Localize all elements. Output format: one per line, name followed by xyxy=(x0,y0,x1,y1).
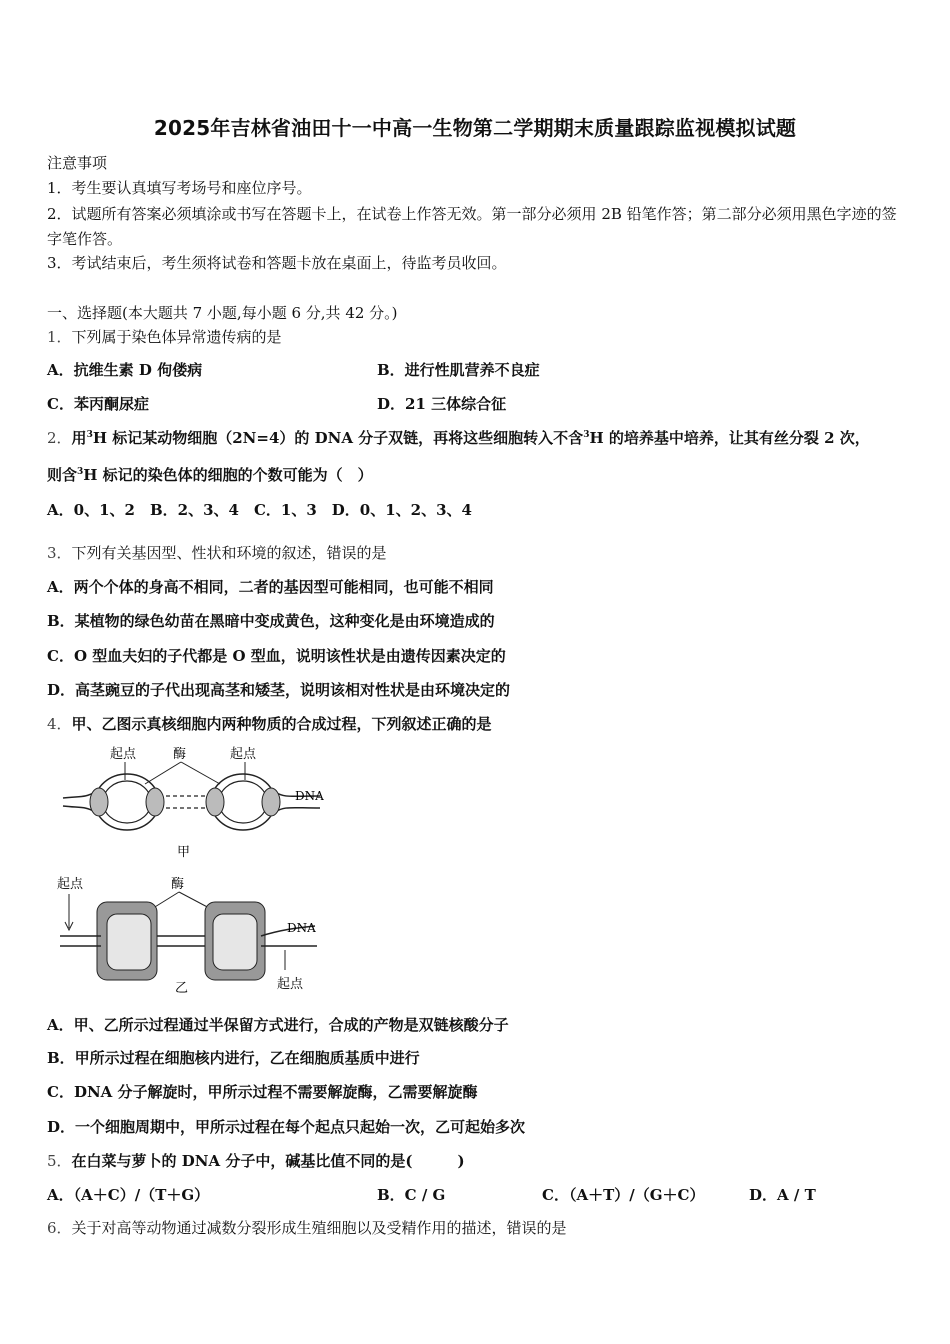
question-1-options-row-1 xyxy=(47,359,907,381)
question-3-stem xyxy=(47,542,387,564)
option-b: B．C / G xyxy=(377,1186,446,1204)
question-text: 下列有关基因型、性状和环境的叙述，错误的是 xyxy=(71,544,387,562)
question-2-stem-line-2: 则含$^3$H 标记的染色体的细胞的个数可能为（ ） xyxy=(47,466,373,484)
figure-label-jia: 甲 xyxy=(177,845,191,860)
question-number: 2． xyxy=(47,429,72,447)
question-number: 6． xyxy=(47,1219,72,1237)
question-number: 4． xyxy=(47,715,72,733)
option-a: A．（A＋C）/（T＋G） xyxy=(47,1186,210,1204)
question-1-stem xyxy=(47,326,282,348)
question-text: 甲、乙图示真核细胞内两种物质的合成过程，下列叙述正确的是 xyxy=(71,715,492,733)
question-3-option-c: C．O 型血夫妇的子代都是 O 型血，说明该性状是由遗传因素决定的 xyxy=(47,647,506,665)
figure-label-dna: DNA xyxy=(295,789,324,803)
option-c: C．苯丙酮尿症 xyxy=(47,395,149,413)
question-2-options: A．0、1、2 B．2、3、4 C．1、3 D．0、1、2、3、4 xyxy=(47,501,472,519)
notice-heading: 注意事项 xyxy=(47,154,108,172)
question-text: 关于对高等动物通过减数分裂形成生殖细胞以及受精作用的描述，错误的是 xyxy=(71,1219,567,1237)
figure-label-dna: DNA xyxy=(287,921,316,935)
question-5-stem xyxy=(47,1150,465,1172)
notice-item-3: 3．考试结束后，考生须将试卷和答题卡放在桌面上，待监考员收回。 xyxy=(47,254,507,272)
option-d: D．A / T xyxy=(749,1186,816,1204)
question-text: 在白菜与萝卜的 DNA 分子中，碱基比值不同的是( ) xyxy=(71,1152,465,1170)
question-4-stem xyxy=(47,713,492,735)
option-d: D．21 三体综合征 xyxy=(377,395,507,413)
question-3-option-a: A．两个个体的身高不相同，二者的基因型可能相同，也可能不相同 xyxy=(47,578,494,596)
figure-label-origin: 起点 xyxy=(277,977,304,992)
question-4-option-a: A．甲、乙所示过程通过半保留方式进行，合成的产物是双链核酸分子 xyxy=(47,1016,509,1034)
option-a: A．抗维生素 D 佝偻病 xyxy=(47,361,203,379)
section-heading: 一、选择题(本大题共 7 小题,每小题 6 分,共 42 分。) xyxy=(47,304,398,322)
question-number: 3． xyxy=(47,544,72,562)
question-number: 5． xyxy=(47,1152,72,1170)
question-4-option-c: C．DNA 分子解旋时，甲所示过程不需要解旋酶，乙需要解旋酶 xyxy=(47,1083,478,1101)
option-c: C．（A＋T）/（G＋C） xyxy=(542,1186,705,1204)
question-1-options-row-2 xyxy=(47,393,907,415)
question-number: 1． xyxy=(47,328,72,346)
notice-item-2: 2．试题所有答案必须填涂或书写在答题卡上，在试卷上作答无效。第一部分必须用 2B 铅笔作答；第二部分必须用黑色字迹的签字笔作答。 xyxy=(47,205,897,248)
figure-label-enzyme: 酶 xyxy=(173,747,187,762)
question-4-option-b: B．甲所示过程在细胞核内进行，乙在细胞质基质中进行 xyxy=(47,1049,420,1067)
question-6-stem xyxy=(47,1217,567,1239)
page-title: 2025年吉林省油田十一中高一生物第二学期期末质量跟踪监视模拟试题 xyxy=(153,116,797,140)
question-2-stem-line-1: 2．用$^3$H 标记某动物细胞（2N=4）的 DNA 分子双链，再将这些细胞转入不含$^3$H 的培养基中培养，让其有丝分裂 2 次， xyxy=(47,429,870,447)
notice-item-1: 1．考生要认真填写考场号和座位序号。 xyxy=(47,179,312,197)
figure-label-origin: 起点 xyxy=(57,877,84,892)
figure-label-origin: 起点 xyxy=(110,747,137,762)
figure-label-origin: 起点 xyxy=(230,747,257,762)
question-3-option-d: D．高茎豌豆的子代出现高茎和矮茎，说明该相对性状是由环境决定的 xyxy=(47,681,511,699)
figure-label-enzyme: 酶 xyxy=(171,877,185,892)
question-5-options xyxy=(47,1184,907,1206)
option-b: B．进行性肌营养不良症 xyxy=(377,361,540,379)
question-4-option-d: D．一个细胞周期中，甲所示过程在每个起点只起始一次，乙可起始多次 xyxy=(47,1118,526,1136)
question-3-option-b: B．某植物的绿色幼苗在黑暗中变成黄色，这种变化是由环境造成的 xyxy=(47,612,495,630)
question-text: 下列属于染色体异常遗传病的是 xyxy=(71,328,282,346)
figure-yi-transcription xyxy=(55,870,345,1000)
figure-jia-dna-replication xyxy=(55,740,345,865)
figure-label-yi: 乙 xyxy=(175,981,189,996)
